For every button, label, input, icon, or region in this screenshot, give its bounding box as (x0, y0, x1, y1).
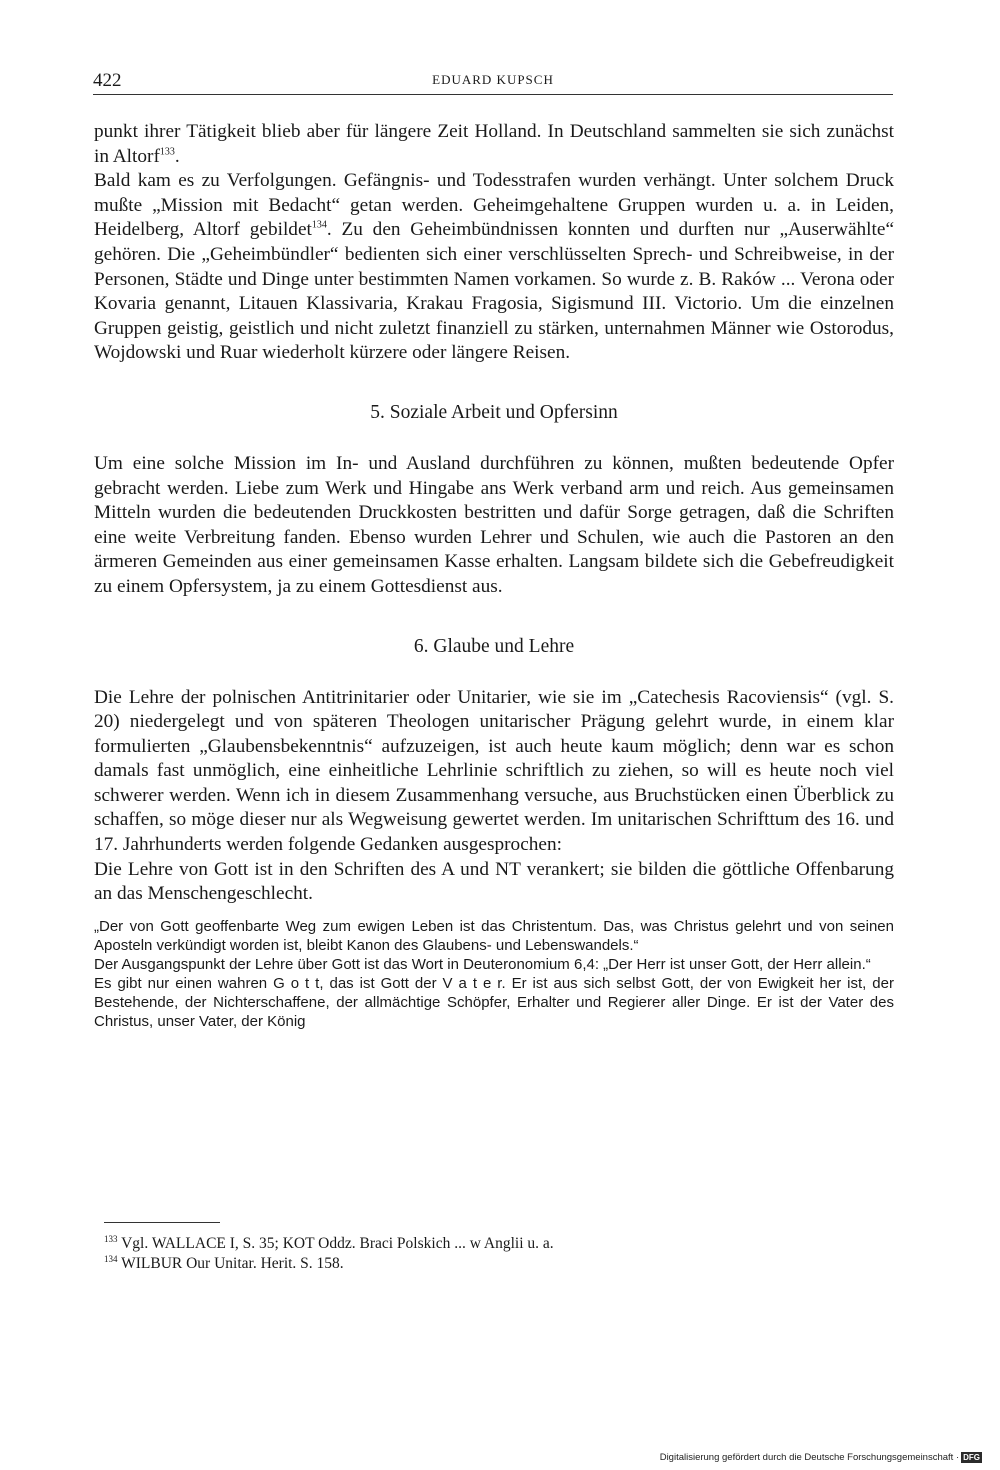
body-text (94, 120, 894, 1031)
section-heading-6: 6. Glaube und Lehre (413, 635, 575, 657)
footnotes (104, 1234, 884, 1274)
footnote-text: WILBUR Our Unitar. Herit. S. 158. (121, 1255, 344, 1272)
quote-3-gott: G o t t (273, 974, 320, 992)
quote-block (94, 917, 894, 1031)
paragraph-1-end: . (174, 145, 180, 167)
footnote-text: Vgl. WALLACE I, S. 35; KOT Oddz. Braci Polskich ... w Anglii u. a. (121, 1235, 554, 1252)
footnote-number: 134 (104, 1253, 118, 1264)
quote-1: „Der von Gott geoffenbarte Weg zum ewigen Leben ist das Christentum. Das, was Christus gelehrt und von seinen Aposteln verkündigt worden ist, bleibt Kanon des Glaubens- und Lebenswandels.“ (94, 917, 894, 954)
paragraph-2-text: Bald kam es zu Verfolgungen. Gefängnis- und Todesstrafen wurden verhängt. Unter solchem Druck mußte „Mission mit Bedacht“ getan werden. Geheimgehaltene Gruppen wurden u. a. in Leiden, Heidelberg, Altorf gebildet (94, 170, 894, 241)
dfg-logo-icon: DFG (963, 1453, 980, 1462)
footnote-ref-134: 134 (311, 219, 327, 231)
quote-3-vater: V a t e r (442, 974, 502, 992)
credit-text: Digitalisierung gefördert durch die Deutsche Forschungsgemeinschaft · (659, 1452, 960, 1463)
paragraph-4: Die Lehre der polnischen Antitrinitarier oder Unitarier, wie sie im „Catechesis Racoviensis“ (vgl. S. 20) niedergelegt und von späteren Theologen unitarischer Prägung gelehrt wurde, in einem klar formulierten „Glaubensbekenntnis“ aufzuzeigen, ist auch heute kaum möglich; denn war es schon damals fast unmöglich, eine einheitliche Lehrlinie schriftlich zu ziehen, so will es heute noch viel schwerer werden. Wenn ich in diesem Zusammenhang versuche, aus Bruchstücken einen Überblick zu schaffen, so möge dieser nur als Wegweisung gewertet werden. Im unitarischen Schrifttum des 16. und 17. Jahrhunderts werden folgende Gedanken ausgesprochen: (94, 686, 894, 856)
footnote-134 (104, 1254, 884, 1274)
quote-3-part-c: . Er ist aus sich selbst Gott, der von Ewigkeit her ist, der Bestehende, der Nichterschaffene, der allmächtige Schöpfer, Erhalter und Regierer aller Dinge. Er ist der Vater des Christus, unser Vater, der König (94, 974, 894, 1030)
running-author: EDUARD KUPSCH (432, 72, 554, 87)
running-header (93, 70, 893, 95)
quote-3 (94, 974, 894, 1031)
paragraph-2 (94, 169, 894, 366)
section-heading-5: 5. Soziale Arbeit und Opfersinn (370, 401, 618, 423)
quote-2: Der Ausgangspunkt der Lehre über Gott ist das Wort in Deuteronomium 6,4: „Der Herr ist unser Gott, der Herr allein.“ (94, 955, 871, 973)
quote-3-part-a: Es gibt nur einen wahren (94, 974, 274, 992)
footnote-133 (104, 1234, 884, 1254)
paragraph-2-rest: . Zu den Geheimbündnissen konnten und durften nur „Auserwählte“ gehören. Die „Geheimbündler“ bedienten sich einer verschlüsselten Sprech- und Schreibweise, in der Personen, Städte und Dinge unter bestimmten Namen vorkamen. So wurde z. B. Raków ... Verona oder Kovaria genannt, Litauen Klassivaria, Krakau Fragosia, Sigismund III. Victorio. Um die einzelnen Gruppen geistig, geistlich und nicht zuletzt finanziell zu stärken, unternahmen Männer wie Ostorodus, Wojdowski und Ruar wiederholt kürzere oder längere Reisen. (94, 219, 895, 364)
footnote-number: 133 (104, 1233, 118, 1244)
paragraph-1 (94, 120, 894, 169)
quote-3-part-b: , das ist Gott der (319, 974, 443, 992)
paragraph-1-text: punkt ihrer Tätigkeit blieb aber für längere Zeit Holland. In Deutschland sammelten sie sich zunächst in Altorf (94, 121, 894, 167)
page-number: 422 (93, 70, 122, 91)
footnote-rule (104, 1222, 220, 1223)
paragraph-3: Um eine solche Mission im In- und Ausland durchführen zu können, mußten bedeutende Opfer gebracht werden. Liebe zum Werk und Hingabe ans Werk verband arm und reich. Aus gemeinsamen Mitteln wurden die bedeutenden Druckkosten bestritten und dafür Sorge getragen, daß die Schriften eine weite Verbreitung fanden. Ebenso wurden Lehrer und Schulen, wie auch die Pastoren an den ärmeren Gemeinden aus einer gemeinsamen Kasse erhalten. Langsam bildete sich die Gebefreudigkeit zu einem Opfersystem, ja zu einem Gottesdienst aus. (94, 452, 894, 597)
footnote-ref-133: 133 (159, 146, 175, 158)
digitization-credit (660, 1452, 982, 1463)
paragraph-5: Die Lehre von Gott ist in den Schriften des A und NT verankert; sie bilden die göttliche Offenbarung an das Menschengeschlecht. (94, 858, 894, 905)
